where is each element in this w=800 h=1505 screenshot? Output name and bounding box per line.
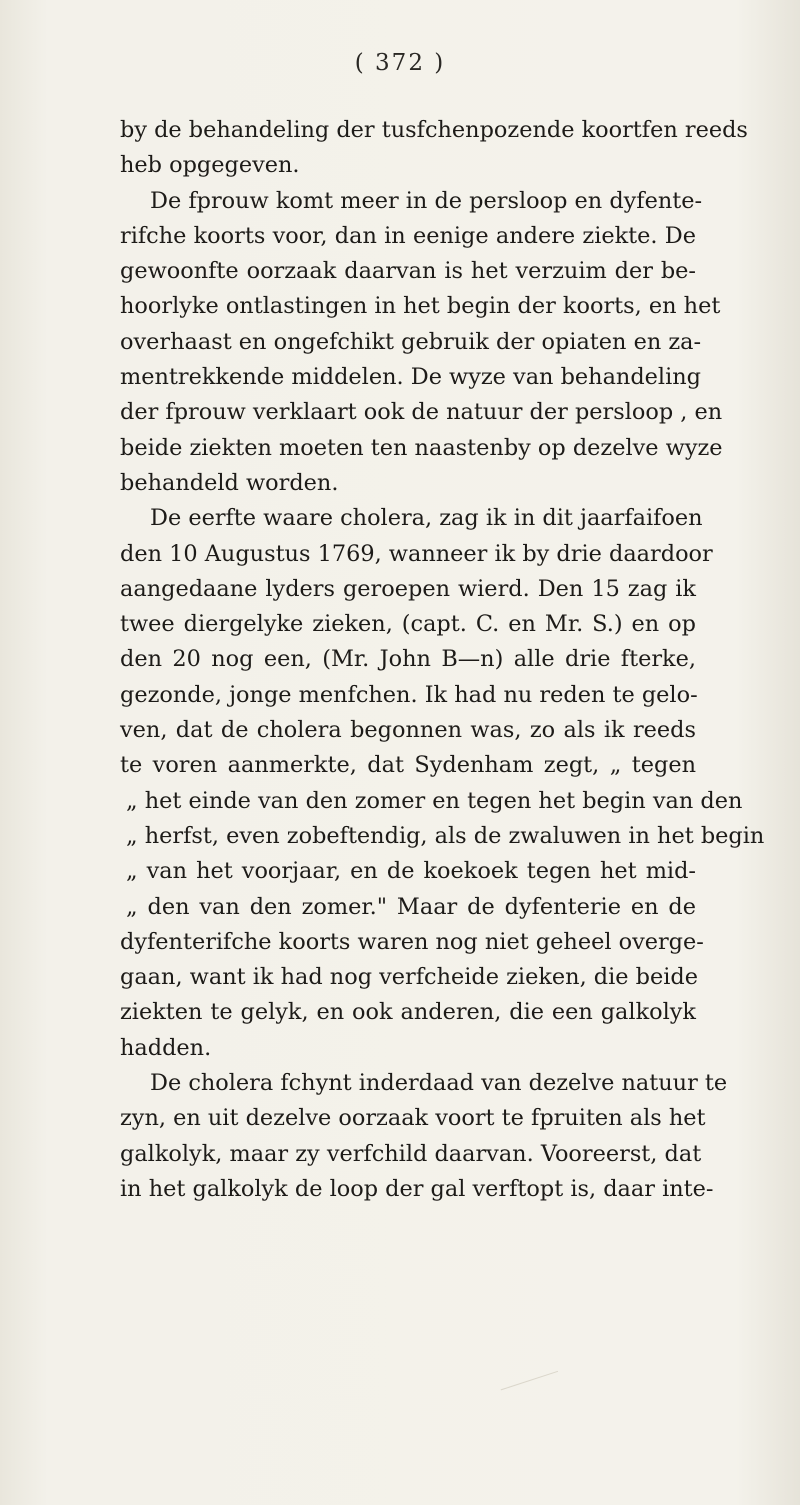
text-line: der fprouw verklaart ook de natuur der persloop , en — [120, 399, 723, 426]
text-line: aangedaane lyders geroepen wierd. Den 15 zag ik — [120, 575, 696, 602]
text-line: mentrekkende middelen. De wyze van behandeling — [120, 364, 702, 391]
text-line: galkolyk, maar zy verfchild daarvan. Vooreerst, dat — [120, 1140, 702, 1167]
text-line: by de behandeling der tusfchenpozende koortfen reeds — [120, 117, 748, 143]
text-line: ven, dat de cholera begonnen was, zo als ik reeds — [120, 717, 696, 744]
text-line: De cholera fchynt inderdaad van dezelve natuur te — [150, 1070, 728, 1097]
text-line: „ van het voorjaar, en de koekoek tegen het mid- — [126, 858, 696, 885]
text-line: „ herfst, even zobeftendig, als de zwaluwen in het begin — [126, 822, 765, 849]
text-line: dyfenterifche koorts waren nog niet geheel overge- — [120, 928, 704, 955]
text-line: beide ziekten moeten ten naastenby op dezelve wyze — [120, 434, 723, 461]
text-line: rifche koorts voor, dan in eenige andere ziekte. De — [120, 222, 696, 249]
page-number: ( 372 ) — [354, 50, 446, 76]
text-line: ziekten te gelyk, en ook anderen, die een galkolyk — [120, 999, 696, 1026]
text-line: „ den van den zomer." Maar de dyfenterie en de — [126, 893, 696, 920]
text-line: heb opgegeven. — [120, 152, 300, 179]
text-line: behandeld worden. — [120, 469, 339, 496]
text-line: twee diergelyke zieken, (capt. C. en Mr. S.) en op — [120, 611, 696, 638]
text-line: hoorlyke ontlastingen in het begin der koorts, en het — [120, 293, 721, 320]
text-line: te voren aanmerkte, dat Sydenham zegt, „ tegen — [120, 752, 696, 779]
text-line: gaan, want ik had nog verfcheide zieken, die beide — [120, 964, 698, 991]
text-line: gewoonfte oorzaak daarvan is het verzuim der be- — [120, 258, 696, 285]
text-line: gezonde, jonge menfchen. Ik had nu reden te gelo- — [120, 681, 698, 708]
text-line: in het galkolyk de loop der gal verftopt is, daar inte- — [120, 1175, 714, 1202]
body-text — [120, 113, 765, 1207]
text-line: De fprouw komt meer in de persloop en dyfente- — [150, 187, 703, 214]
text-line: zyn, en uit dezelve oorzaak voort te fpruiten als het — [120, 1105, 706, 1132]
text-line: overhaast en ongefchikt gebruik der opiaten en za- — [120, 328, 702, 355]
text-line: hadden. — [120, 1034, 212, 1061]
text-line: den 20 nog een, (Mr. John B—n) alle drie fterke, — [120, 646, 696, 673]
text-line: De eerfte waare cholera, zag ik in dit jaarfaifoen — [150, 505, 703, 532]
paper-mark — [501, 1371, 560, 1394]
text-line: den 10 Augustus 1769, wanneer ik by drie daardoor — [120, 540, 713, 567]
text-line: „ het einde van den zomer en tegen het begin van den — [126, 787, 743, 814]
